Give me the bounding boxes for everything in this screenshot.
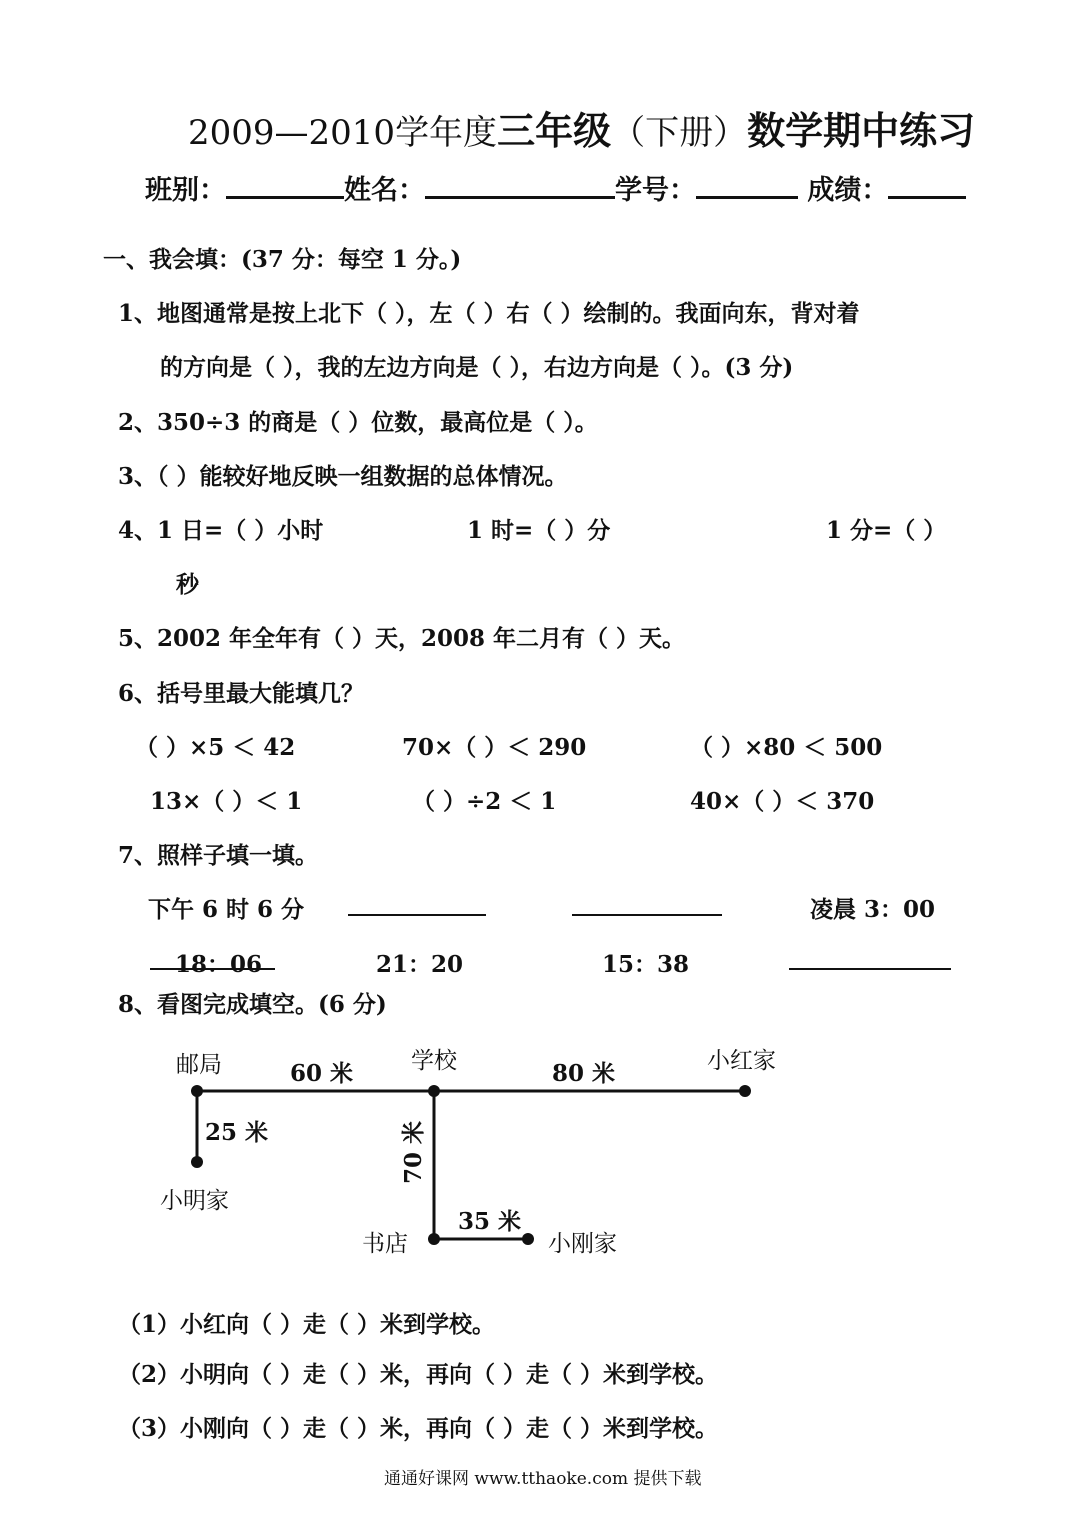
- distance-post-ming: 25 米: [205, 1119, 269, 1146]
- question-5: 5、2002 年全年有（ ）天，2008 年二月有（ ）天。: [118, 625, 686, 652]
- map-label-bookstore: 书店: [362, 1231, 408, 1257]
- q8-answer-2: （2）小明向（ ）走（ ）米，再向（ ）走（ ）米到学校。: [118, 1361, 719, 1388]
- distance-post-school: 60 米: [290, 1060, 354, 1087]
- q7-example-1: 下午 6 时 6 分: [148, 896, 305, 923]
- name-label: 姓名：: [344, 175, 425, 206]
- title-subject: 数学期中练习: [747, 108, 976, 153]
- title-volume: （下册）: [611, 113, 748, 153]
- title-part1: 学年度: [395, 113, 498, 153]
- score-label: 成绩：: [807, 175, 889, 206]
- question-4a: 4、1 日=（ ）小时: [118, 517, 324, 544]
- distance-school-book: 70 米: [400, 1120, 428, 1185]
- question-6: 6、括号里最大能填几？: [118, 680, 365, 707]
- xiaogang-home-dot: [522, 1233, 534, 1245]
- distance-school-hong: 80 米: [552, 1060, 616, 1087]
- question-6-r1b: 70×（ ）＜ 290: [402, 734, 587, 761]
- question-4b: 1 时=（ ）分: [467, 517, 611, 544]
- map-label-xiaoming-home: 小明家: [160, 1188, 229, 1214]
- bookstore-dot: [428, 1233, 440, 1245]
- q7-time-2: 21：20: [376, 951, 464, 978]
- question-4d: 秒: [176, 571, 199, 598]
- question-1-line2: 的方向是（ ），我的左边方向是（ ），右边方向是（ ）。(3 分): [160, 354, 794, 381]
- question-2: 2、350÷3 的商是（ ）位数，最高位是（ ）。: [118, 409, 598, 436]
- title-grade: 三年级: [497, 108, 612, 153]
- class-label: 班别：: [145, 175, 226, 206]
- q7-time-3: 15：38: [602, 951, 690, 978]
- section1-heading: 一、我会填：(37 分：每空 1 分。): [103, 246, 462, 273]
- post-office-dot: [191, 1085, 203, 1097]
- question-1-line1: 1、地图通常是按上北下（ ），左（ ）右（ ）绘制的。我面向东，背对着: [118, 300, 860, 327]
- xiaohong-home-dot: [739, 1085, 751, 1097]
- xiaoming-home-dot: [191, 1156, 203, 1168]
- q7-time-1: 18：06: [175, 951, 263, 978]
- question-6-r1a: （ ）×5 ＜ 42: [135, 734, 296, 761]
- map-label-post-office: 邮局: [176, 1052, 222, 1078]
- q8-answer-1: （1）小红向（ ）走（ ）米到学校。: [118, 1311, 496, 1338]
- question-6-r2b: （ ）÷2 ＜ 1: [412, 788, 557, 815]
- question-8: 8、看图完成填空。(6 分): [118, 991, 387, 1018]
- map-label-school: 学校: [411, 1048, 457, 1074]
- distance-book-gang: 35 米: [458, 1208, 522, 1235]
- id-label: 学号：: [615, 175, 696, 206]
- footer-credit: 通通好课网 www.tthaoke.com 提供下载: [384, 1469, 702, 1489]
- map-label-xiaohong-home: 小红家: [707, 1048, 776, 1074]
- school-dot: [428, 1085, 440, 1097]
- question-3: 3、（ ）能较好地反映一组数据的总体情况。: [118, 463, 568, 490]
- question-4c: 1 分=（ ）: [826, 517, 947, 544]
- q8-answer-3: （3）小刚向（ ）走（ ）米，再向（ ）走（ ）米到学校。: [118, 1415, 719, 1442]
- q7-example-2: 凌晨 3：00: [810, 896, 936, 923]
- map-label-xiaogang-home: 小刚家: [548, 1231, 617, 1257]
- question-6-r2c: 40×（ ）＜ 370: [690, 788, 875, 815]
- question-6-r2a: 13×（ ）＜ 1: [150, 788, 303, 815]
- question-7: 7、照样子填一填。: [118, 842, 319, 869]
- question-6-r1c: （ ）×80 ＜ 500: [690, 734, 883, 761]
- title-years: 2009—2010: [188, 113, 396, 153]
